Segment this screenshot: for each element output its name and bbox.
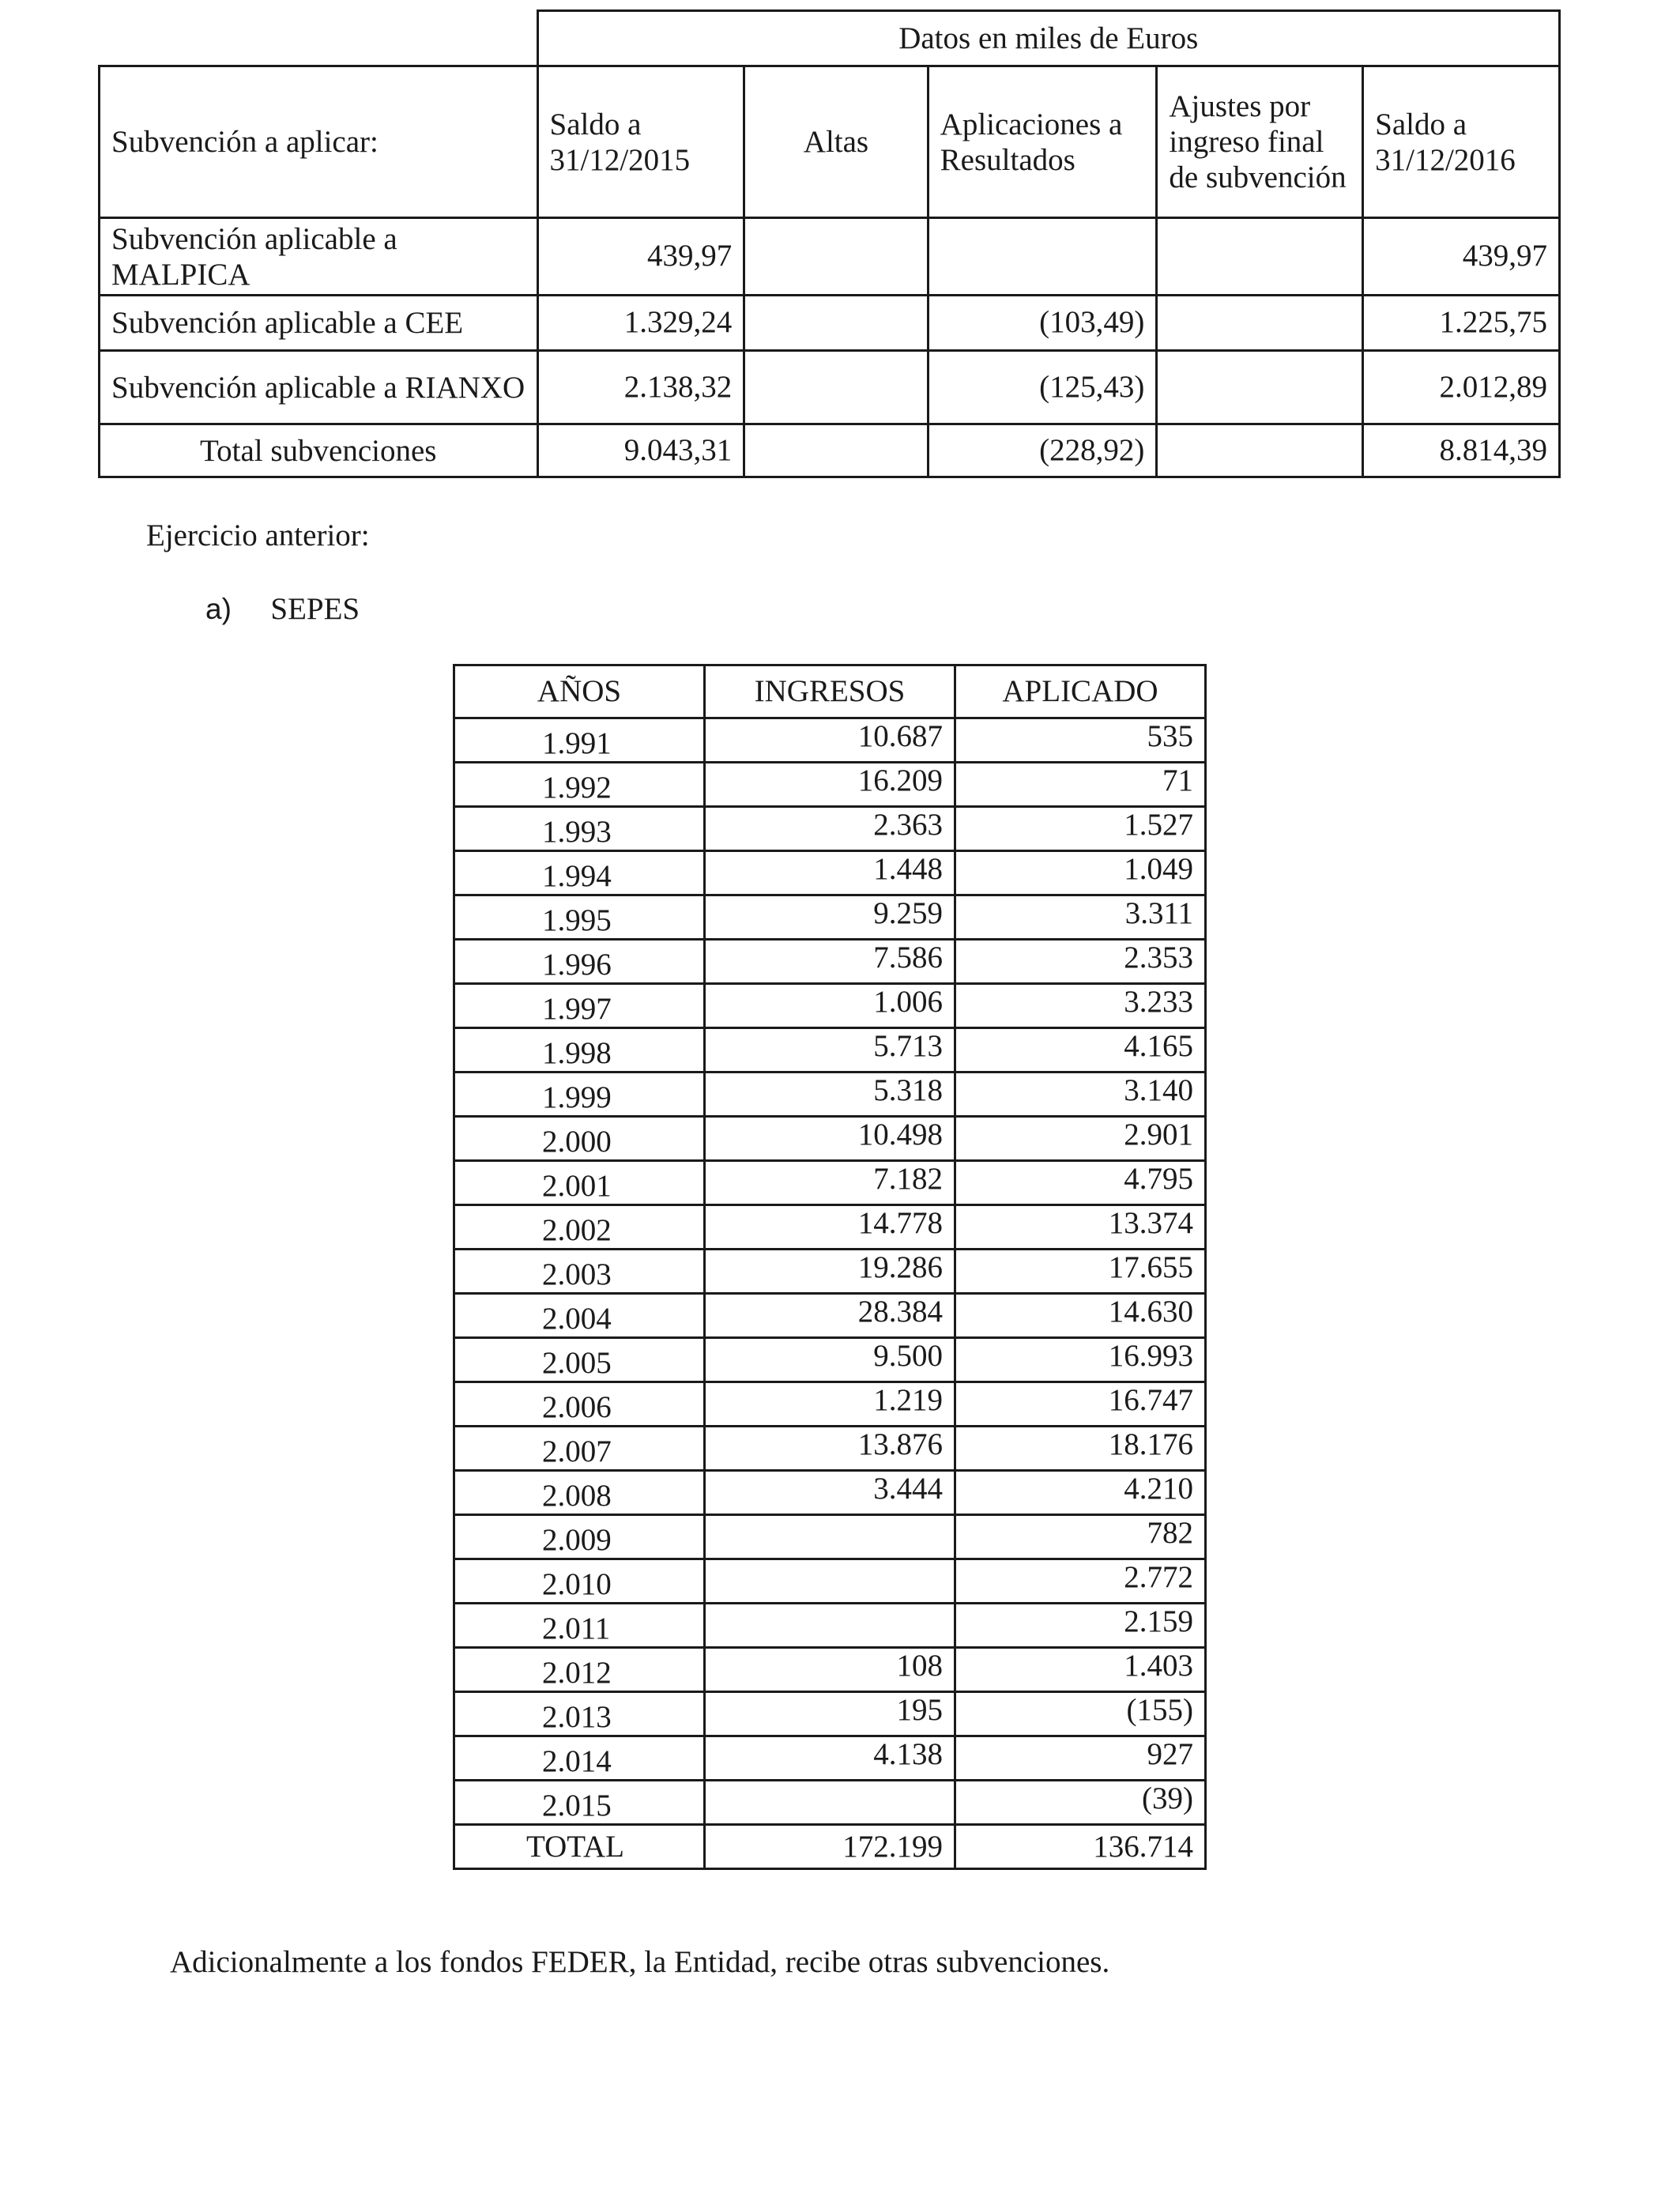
table-row: [454, 1072, 1206, 1117]
cell-saldo-2015: 1.329,24: [537, 296, 744, 351]
cell-ingresos: [705, 1604, 955, 1648]
table-row: [454, 1515, 1206, 1559]
cell-year: 2.005: [454, 1338, 705, 1382]
cell-year: 2.013: [454, 1692, 705, 1736]
table-row: [454, 1205, 1206, 1250]
cell-ingresos: 1.219: [705, 1382, 955, 1427]
cell-altas: [744, 424, 928, 477]
table-row: [100, 351, 1560, 424]
cell-aplicado: 2.772: [955, 1559, 1205, 1604]
row-label: Subvención aplicable a MALPICA: [100, 218, 538, 296]
column-header-ingresos: INGRESOS: [705, 665, 955, 718]
cell-year: 1.991: [454, 718, 705, 763]
cell-ajustes: [1157, 218, 1363, 296]
table-row: [454, 1692, 1206, 1736]
cell-year: 1.998: [454, 1028, 705, 1072]
cell-ingresos: 10.498: [705, 1117, 955, 1161]
sepes-table-body: [454, 718, 1206, 1825]
cell-aplicado: 16.747: [955, 1382, 1205, 1427]
table-row: [454, 1736, 1206, 1781]
cell-aplicado: 3.140: [955, 1072, 1205, 1117]
column-header-aplicaciones: Aplicaciones a Resultados: [928, 66, 1157, 218]
table-row: [454, 1604, 1206, 1648]
table-row: [454, 1427, 1206, 1471]
cell-ingresos: 19.286: [705, 1250, 955, 1294]
cell-aplicado: 71: [955, 763, 1205, 807]
cell-altas: [744, 296, 928, 351]
cell-ingresos: 5.713: [705, 1028, 955, 1072]
cell-aplicado: 535: [955, 718, 1205, 763]
table-row: [454, 984, 1206, 1028]
cell-year: 1.993: [454, 807, 705, 851]
cell-year: 2.003: [454, 1250, 705, 1294]
cell-aplicado: 17.655: [955, 1250, 1205, 1294]
cell-aplicado: 1.527: [955, 807, 1205, 851]
cell-aplicado: 2.901: [955, 1117, 1205, 1161]
table-row: [454, 1117, 1206, 1161]
cell-ingresos: 108: [705, 1648, 955, 1692]
table-row: [454, 1382, 1206, 1427]
cell-ingresos: 7.182: [705, 1161, 955, 1205]
subsection-heading: [205, 591, 360, 627]
table-row: [454, 1294, 1206, 1338]
cell-ingresos: 1.448: [705, 851, 955, 895]
table-row: [454, 718, 1206, 763]
total-aplicado: 136.714: [955, 1825, 1205, 1869]
cell-ingresos: 9.500: [705, 1338, 955, 1382]
cell-ajustes: [1157, 296, 1363, 351]
cell-aplicaciones: [928, 218, 1157, 296]
column-header-subvencion: Subvención a aplicar:: [100, 66, 538, 218]
cell-ingresos: [705, 1559, 955, 1604]
table-row: [100, 296, 1560, 351]
cell-saldo-2016: 439,97: [1363, 218, 1560, 296]
cell-saldo-2016: 8.814,39: [1363, 424, 1560, 477]
cell-aplicado: 16.993: [955, 1338, 1205, 1382]
table-total-row: [100, 424, 1560, 477]
cell-ingresos: 14.778: [705, 1205, 955, 1250]
cell-year: 2.007: [454, 1427, 705, 1471]
table-row: [100, 218, 1560, 296]
cell-ingresos: 3.444: [705, 1471, 955, 1515]
cell-year: 2.008: [454, 1471, 705, 1515]
table-row: [454, 1161, 1206, 1205]
cell-aplicado: 4.795: [955, 1161, 1205, 1205]
table-header-row: [454, 665, 1206, 718]
subsection-title: SEPES: [270, 592, 360, 626]
cell-saldo-2016: 2.012,89: [1363, 351, 1560, 424]
cell-ingresos: 28.384: [705, 1294, 955, 1338]
cell-ingresos: 2.363: [705, 807, 955, 851]
cell-year: 2.001: [454, 1161, 705, 1205]
table-row: [454, 940, 1206, 984]
cell-altas: [744, 218, 928, 296]
cell-aplicado: 18.176: [955, 1427, 1205, 1471]
cell-ingresos: 13.876: [705, 1427, 955, 1471]
cell-year: 2.014: [454, 1736, 705, 1781]
cell-ingresos: 1.006: [705, 984, 955, 1028]
table-row: [454, 851, 1206, 895]
cell-year: 2.009: [454, 1515, 705, 1559]
cell-aplicado: 4.210: [955, 1471, 1205, 1515]
cell-ingresos: 5.318: [705, 1072, 955, 1117]
cell-aplicado: 3.311: [955, 895, 1205, 940]
cell-ingresos: [705, 1515, 955, 1559]
cell-ingresos: 9.259: [705, 895, 955, 940]
cell-aplicado: 2.353: [955, 940, 1205, 984]
table-row: [454, 1471, 1206, 1515]
table-row: [454, 1648, 1206, 1692]
cell-aplicado: 2.159: [955, 1604, 1205, 1648]
cell-year: 2.012: [454, 1648, 705, 1692]
cell-aplicado: 1.403: [955, 1648, 1205, 1692]
cell-aplicaciones: (125,43): [928, 351, 1157, 424]
column-header-aplicado: APLICADO: [955, 665, 1205, 718]
closing-paragraph: Adicionalmente a los fondos FEDER, la Entidad, recibe otras subvenciones.: [170, 1945, 1110, 1979]
table-row: [454, 807, 1206, 851]
cell-aplicado: (155): [955, 1692, 1205, 1736]
table-row: [454, 1781, 1206, 1825]
sepes-table: [453, 664, 1207, 1870]
cell-aplicado: 3.233: [955, 984, 1205, 1028]
cell-year: 1.997: [454, 984, 705, 1028]
cell-saldo-2015: 439,97: [537, 218, 744, 296]
cell-year: 1.996: [454, 940, 705, 984]
cell-year: 1.992: [454, 763, 705, 807]
cell-year: 1.994: [454, 851, 705, 895]
cell-aplicado: 13.374: [955, 1205, 1205, 1250]
row-label: Subvención aplicable a CEE: [100, 296, 538, 351]
row-label: Subvención aplicable a RIANXO: [100, 351, 538, 424]
table-row: [454, 1250, 1206, 1294]
cell-altas: [744, 351, 928, 424]
cell-aplicado: (39): [955, 1781, 1205, 1825]
table-header-group-row: [100, 11, 1560, 66]
cell-saldo-2015: 2.138,32: [537, 351, 744, 424]
table-row: [454, 1028, 1206, 1072]
cell-ingresos: 4.138: [705, 1736, 955, 1781]
cell-ajustes: [1157, 351, 1363, 424]
cell-year: 2.004: [454, 1294, 705, 1338]
column-header-altas: Altas: [744, 66, 928, 218]
cell-aplicado: 14.630: [955, 1294, 1205, 1338]
table-row: [454, 1559, 1206, 1604]
cell-ingresos: [705, 1781, 955, 1825]
table-header-row: [100, 66, 1560, 218]
column-header-anos: AÑOS: [454, 665, 705, 718]
column-header-saldo-2016: Saldo a 31/12/2016: [1363, 66, 1560, 218]
cell-year: 2.011: [454, 1604, 705, 1648]
cell-ajustes: [1157, 424, 1363, 477]
cell-year: 2.015: [454, 1781, 705, 1825]
cell-aplicaciones: (103,49): [928, 296, 1157, 351]
cell-ingresos: 195: [705, 1692, 955, 1736]
cell-aplicado: 1.049: [955, 851, 1205, 895]
table-row: [454, 1338, 1206, 1382]
cell-saldo-2015: 9.043,31: [537, 424, 744, 477]
cell-saldo-2016: 1.225,75: [1363, 296, 1560, 351]
section-title: Ejercicio anterior:: [146, 518, 370, 552]
cell-ingresos: 7.586: [705, 940, 955, 984]
cell-aplicado: 782: [955, 1515, 1205, 1559]
table-total-row: [454, 1825, 1206, 1869]
cell-ingresos: 10.687: [705, 718, 955, 763]
cell-aplicado: 4.165: [955, 1028, 1205, 1072]
list-marker: a): [205, 593, 232, 625]
column-header-saldo-2015: Saldo a 31/12/2015: [537, 66, 744, 218]
column-header-ajustes: Ajustes por ingreso final de subvención: [1157, 66, 1363, 218]
table-row: [454, 763, 1206, 807]
cell-year: 1.995: [454, 895, 705, 940]
cell-year: 1.999: [454, 1072, 705, 1117]
cell-year: 2.010: [454, 1559, 705, 1604]
row-label: Total subvenciones: [100, 424, 538, 477]
cell-aplicado: 927: [955, 1736, 1205, 1781]
subsidies-table: [98, 9, 1561, 478]
table-row: [454, 895, 1206, 940]
cell-aplicaciones: (228,92): [928, 424, 1157, 477]
cell-ingresos: 16.209: [705, 763, 955, 807]
cell-year: 2.006: [454, 1382, 705, 1427]
cell-year: 2.002: [454, 1205, 705, 1250]
empty-corner-cell: [100, 11, 538, 66]
total-ingresos: 172.199: [705, 1825, 955, 1869]
header-group-label: Datos en miles de Euros: [537, 11, 1560, 66]
cell-year: 2.000: [454, 1117, 705, 1161]
total-label: TOTAL: [454, 1825, 705, 1869]
